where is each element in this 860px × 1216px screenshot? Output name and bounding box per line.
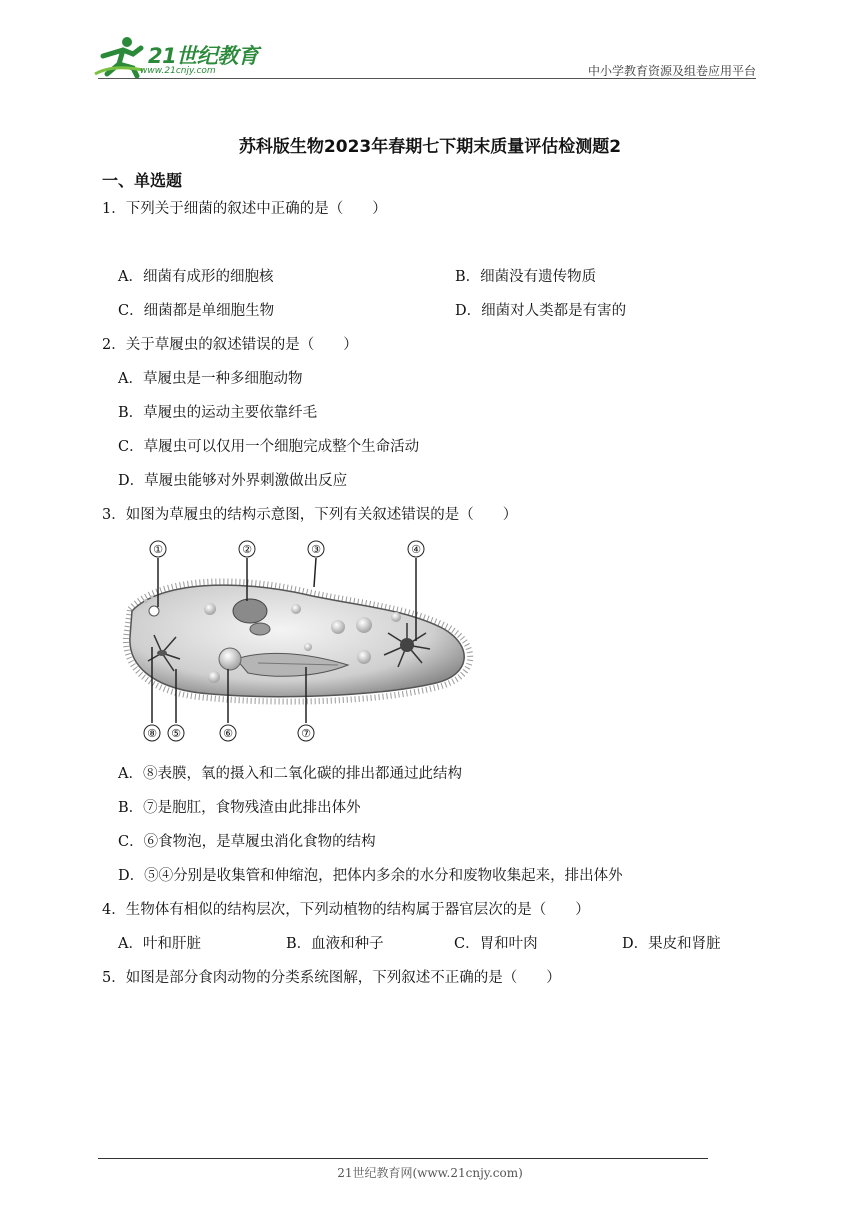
question-1-option-b[interactable]: B．细菌没有遗传物质 xyxy=(455,269,597,285)
paramecium-diagram xyxy=(118,537,480,745)
question-4-stem: 4．生物体有相似的结构层次，下列动植物的结构属于器官层次的是（ ） xyxy=(102,902,590,918)
question-2-option-c[interactable]: C．草履虫可以仅用一个细胞完成整个生命活动 xyxy=(118,439,420,455)
diagram-label-4: ④ xyxy=(411,543,421,556)
diagram-label-7: ⑦ xyxy=(301,727,311,740)
question-3-stem: 3．如图为草履虫的结构示意图，下列有关叙述错误的是（ ） xyxy=(102,507,518,523)
question-1-stem: 1．下列关于细菌的叙述中正确的是（ ） xyxy=(102,201,387,217)
question-4-option-b[interactable]: B．血液和种子 xyxy=(286,936,384,952)
question-3-option-d[interactable]: D．⑤④分别是收集管和伸缩泡，把体内多余的水分和废物收集起来，排出体外 xyxy=(118,868,623,884)
question-3-option-b[interactable]: B．⑦是胞肛，食物残渣由此排出体外 xyxy=(118,800,361,816)
paramecium-illustration xyxy=(118,537,480,745)
question-4-option-d[interactable]: D．果皮和肾脏 xyxy=(622,936,721,952)
question-4-option-c[interactable]: C．胃和叶肉 xyxy=(454,936,538,952)
diagram-label-3: ③ xyxy=(311,543,321,556)
header-divider xyxy=(98,78,756,79)
question-1-option-d[interactable]: D．细菌对人类都是有害的 xyxy=(455,303,627,319)
diagram-label-6: ⑥ xyxy=(223,727,233,740)
question-2-stem: 2．关于草履虫的叙述错误的是（ ） xyxy=(102,337,358,353)
question-2-option-d[interactable]: D．草履虫能够对外界刺激做出反应 xyxy=(118,473,348,489)
diagram-label-8: ⑧ xyxy=(147,727,157,740)
question-3-option-a[interactable]: A．⑧表膜，氧的摄入和二氧化碳的排出都通过此结构 xyxy=(118,766,462,782)
question-2-option-b[interactable]: B．草履虫的运动主要依靠纤毛 xyxy=(118,405,318,421)
section-heading: 一、单选题 xyxy=(102,171,183,190)
page-title: 苏科版生物2023年春期七下期末质量评估检测题2 xyxy=(238,137,622,157)
question-5-stem: 5．如图是部分食肉动物的分类系统图解，下列叙述不正确的是（ ） xyxy=(102,970,561,986)
diagram-label-5: ⑤ xyxy=(171,727,181,740)
logo-url: www.21cnjy.com xyxy=(140,66,216,76)
logo-text: 21世纪教育 xyxy=(148,44,259,68)
question-2-option-a[interactable]: A．草履虫是一种多细胞动物 xyxy=(118,371,303,387)
platform-name: 中小学教育资源及组卷应用平台 xyxy=(587,64,756,78)
question-4-option-a[interactable]: A．叶和肝脏 xyxy=(118,936,201,952)
diagram-label-2: ② xyxy=(242,543,252,556)
question-1-option-a[interactable]: A．细菌有成形的细胞核 xyxy=(118,269,274,285)
diagram-label-1: ① xyxy=(153,543,163,556)
question-1-option-c[interactable]: C．细菌都是单细胞生物 xyxy=(118,303,275,319)
question-3-option-c[interactable]: C．⑥食物泡，是草履虫消化食物的结构 xyxy=(118,834,376,850)
footer-divider xyxy=(98,1158,708,1159)
footer-text: 21世纪教育网(www.21cnjy.com) xyxy=(337,1166,523,1180)
